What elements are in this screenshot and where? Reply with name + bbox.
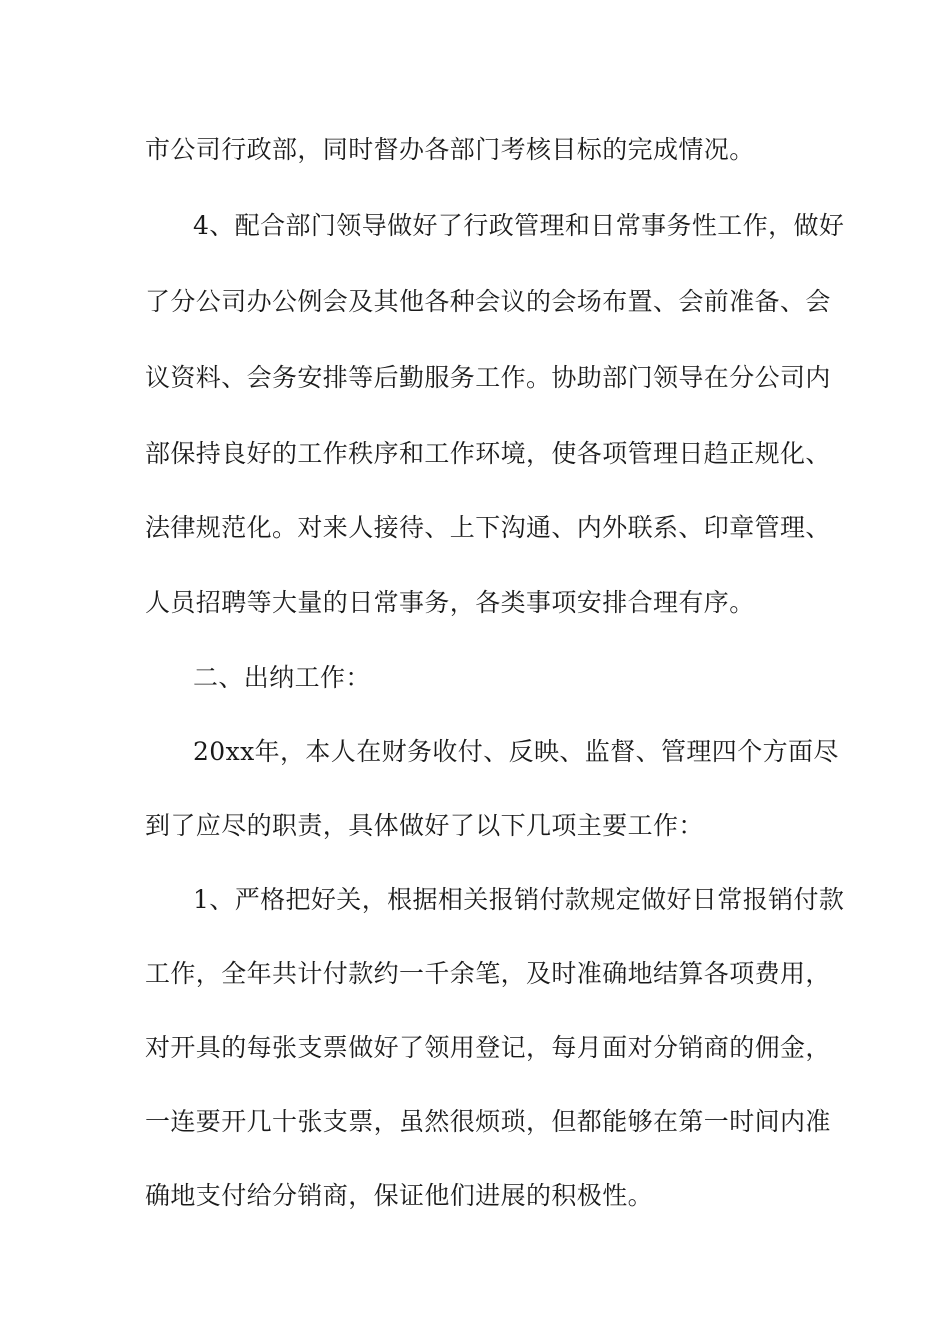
text-line: 工作，全年共计付款约一千余笔，及时准确地结算各项费用， — [145, 959, 831, 988]
text-line: 人员招聘等大量的日常事务，各类事项安排合理有序。 — [145, 588, 755, 617]
text-line: 20xx年，本人在财务收付、反映、监督、管理四个方面尽 — [193, 737, 839, 766]
text-line: 到了应尽的职责，具体做好了以下几项主要工作： — [145, 811, 704, 840]
text-line: 4、配合部门领导做好了行政管理和日常事务性工作，做好 — [193, 211, 845, 240]
text-line: 1、严格把好关，根据相关报销付款规定做好日常报销付款 — [193, 885, 845, 914]
text-line: 部保持良好的工作秩序和工作环境，使各项管理日趋正规化、 — [145, 439, 831, 468]
text-line: 对开具的每张支票做好了领用登记，每月面对分销商的佣金， — [145, 1033, 831, 1062]
text-line: 了分公司办公例会及其他各种会议的会场布置、会前准备、会 — [145, 287, 831, 316]
text-line: 确地支付给分销商，保证他们进展的积极性。 — [145, 1181, 654, 1210]
text-line: 市公司行政部，同时督办各部门考核目标的完成情况。 — [145, 135, 755, 164]
text-line: 议资料、会务安排等后勤服务工作。协助部门领导在分公司内 — [145, 363, 831, 392]
text-line: 法律规范化。对来人接待、上下沟通、内外联系、印章管理、 — [145, 513, 831, 542]
section-heading: 二、出纳工作： — [193, 663, 371, 692]
text-line: 一连要开几十张支票，虽然很烦琐，但都能够在第一时间内准 — [145, 1107, 831, 1136]
